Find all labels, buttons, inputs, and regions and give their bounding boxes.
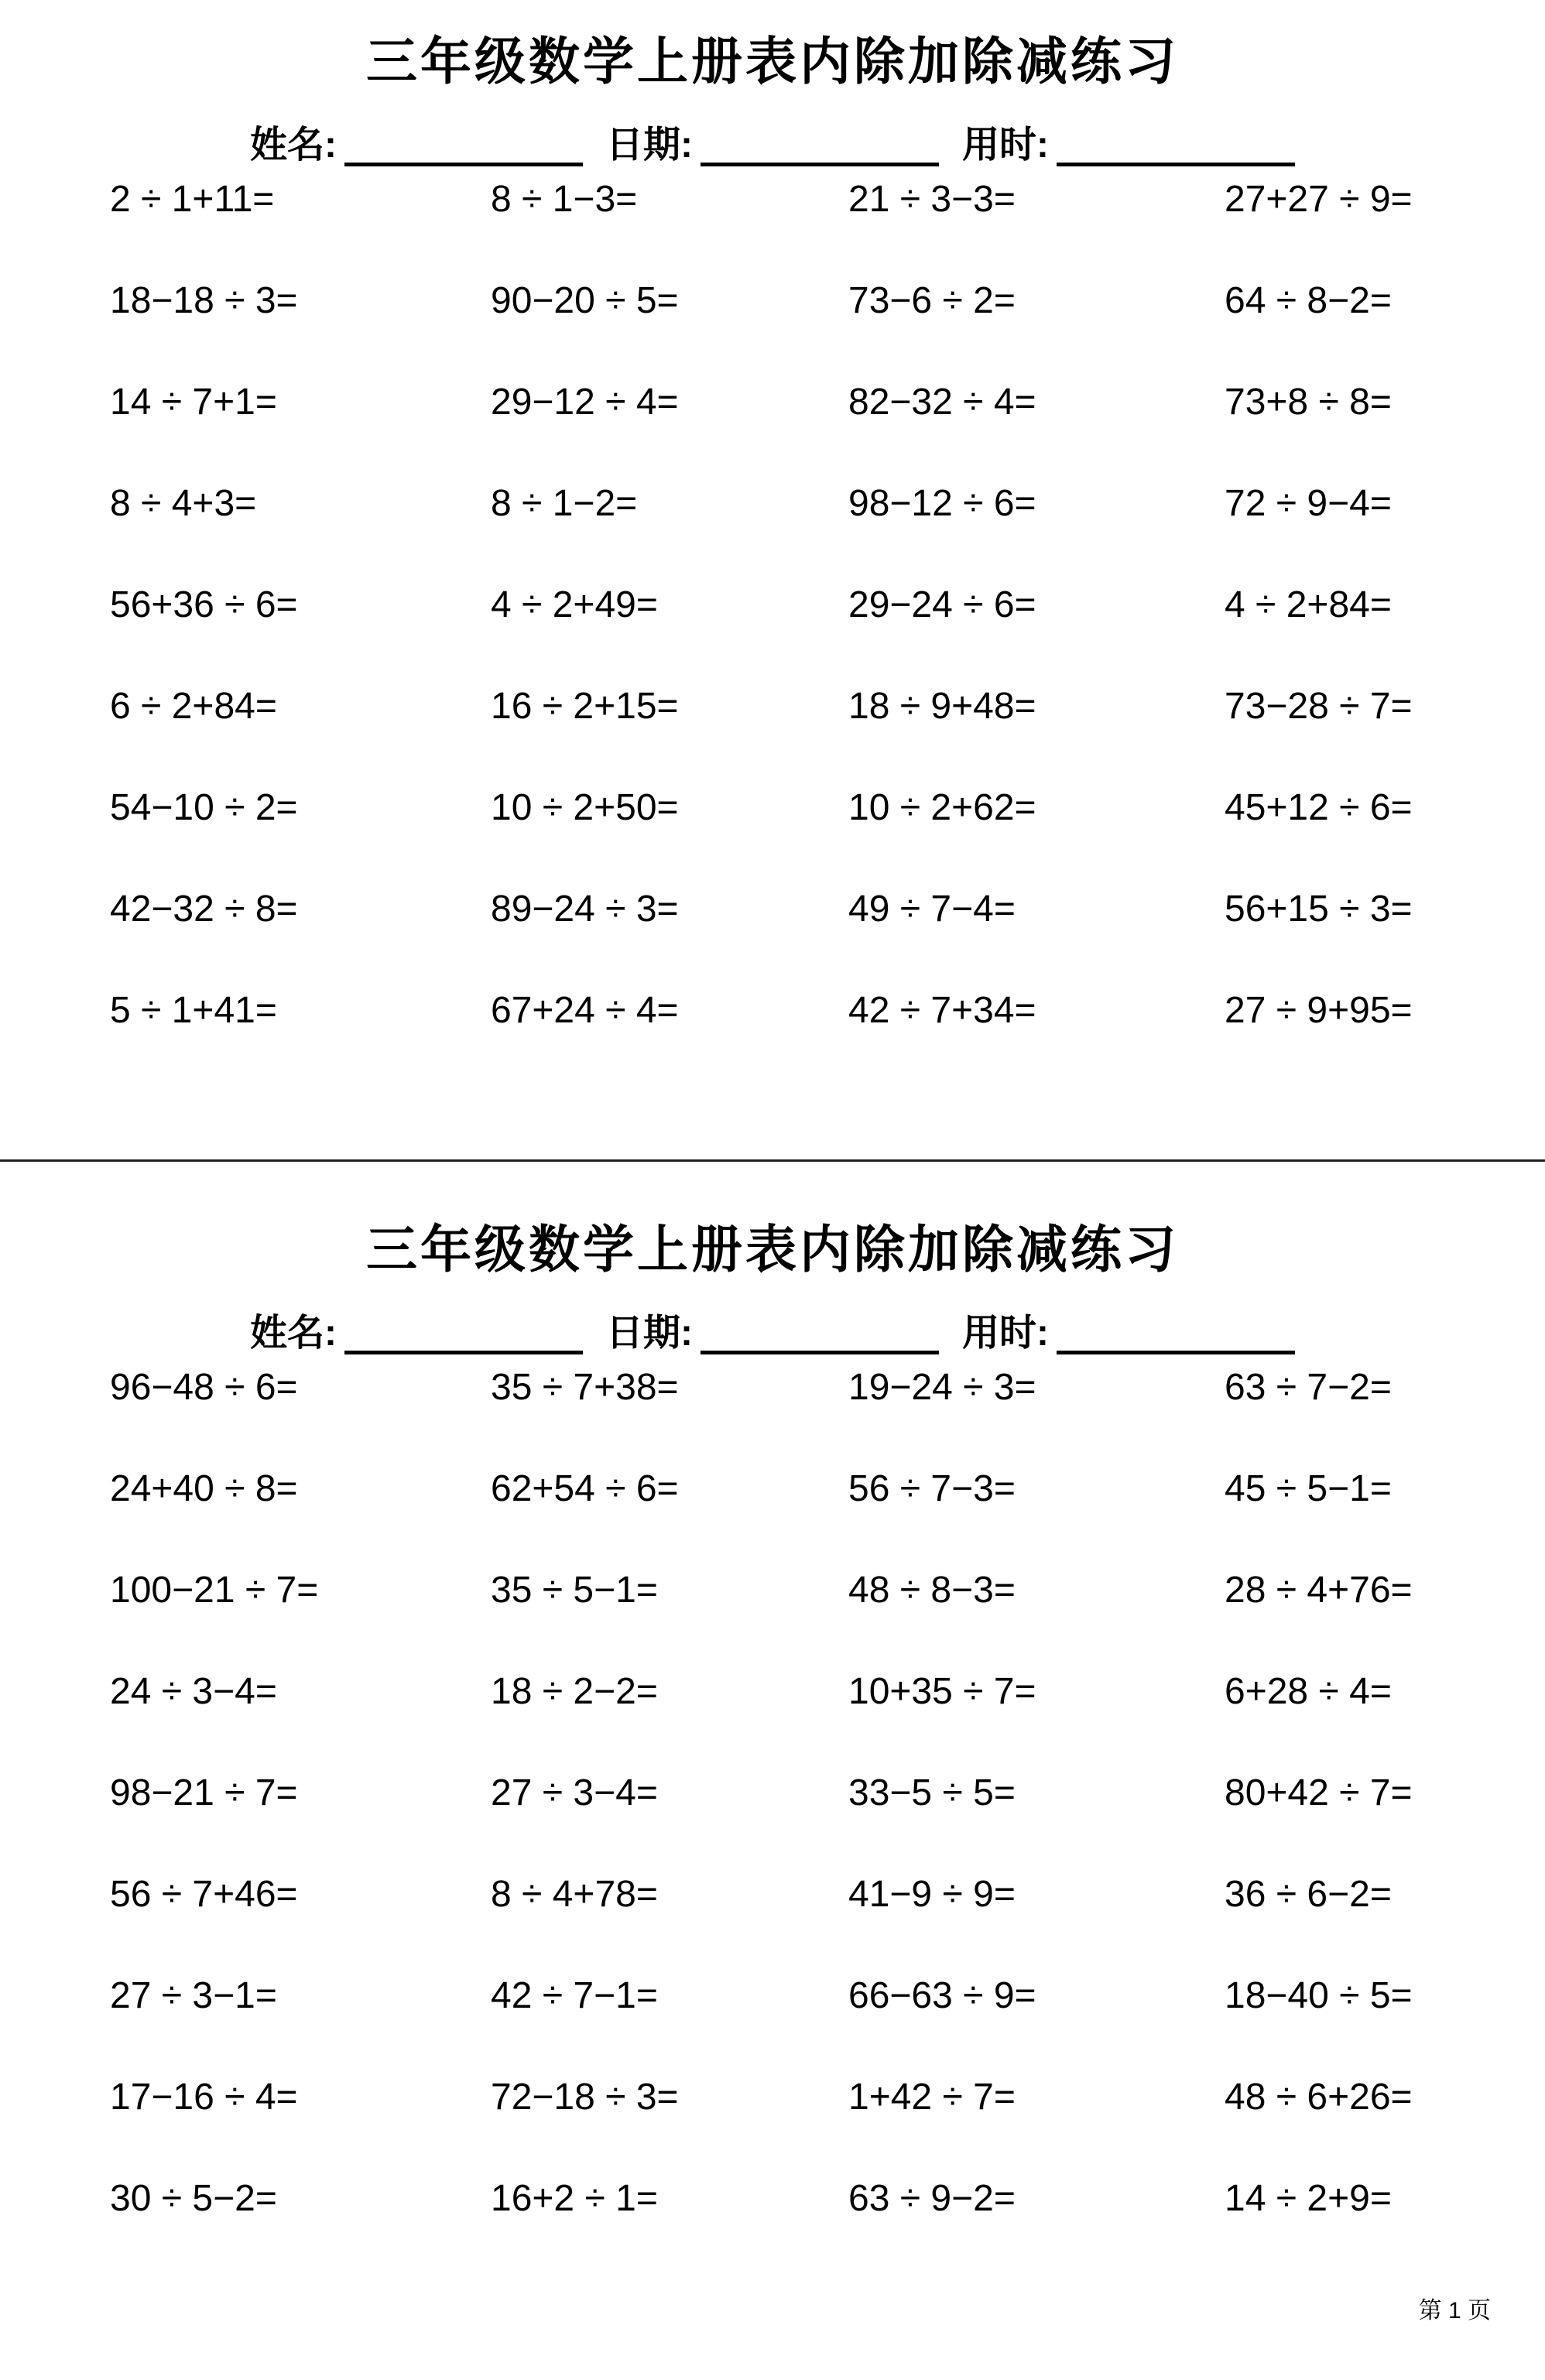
problem: 27 ÷ 3−4= <box>491 1772 658 1813</box>
page-number: 第 1 页 <box>1418 2298 1491 2323</box>
problem: 62+54 ÷ 6= <box>491 1467 679 1509</box>
problem: 63 ÷ 9−2= <box>848 2177 1016 2219</box>
problem: 56+15 ÷ 3= <box>1225 888 1413 930</box>
problem: 45+12 ÷ 6= <box>1225 786 1413 828</box>
problem: 6+28 ÷ 4= <box>1225 1670 1392 1712</box>
problem: 73−28 ÷ 7= <box>1225 685 1413 727</box>
problem: 64 ÷ 8−2= <box>1225 279 1392 321</box>
section-title: 三年级数学上册表内除加除减练习 <box>366 1221 1179 1278</box>
problem-grid <box>110 149 1514 1061</box>
problem: 54−10 ÷ 2= <box>110 786 298 828</box>
problem: 8 ÷ 1−2= <box>491 482 638 524</box>
problem: 1+42 ÷ 7= <box>848 2076 1016 2118</box>
problem: 2 ÷ 1+11= <box>110 178 275 220</box>
name-label: 姓名: <box>250 1313 337 1354</box>
problem-grid <box>110 1337 1514 2249</box>
date-label: 日期: <box>606 125 693 166</box>
name-label: 姓名: <box>250 125 337 166</box>
problem: 96−48 ÷ 6= <box>110 1366 298 1408</box>
problem: 27 ÷ 3−1= <box>110 1974 277 2016</box>
problem: 10 ÷ 2+62= <box>848 786 1036 828</box>
problem: 48 ÷ 6+26= <box>1225 2076 1413 2118</box>
problem: 16 ÷ 2+15= <box>491 685 679 727</box>
problem: 8 ÷ 1−3= <box>491 178 638 220</box>
problem: 17−16 ÷ 4= <box>110 2076 298 2118</box>
page-divider <box>0 1159 1545 1162</box>
problem: 82−32 ÷ 4= <box>848 381 1036 423</box>
problem: 48 ÷ 8−3= <box>848 1569 1016 1611</box>
problem: 19−24 ÷ 3= <box>848 1366 1036 1408</box>
problem: 41−9 ÷ 9= <box>848 1873 1016 1915</box>
problem: 21 ÷ 3−3= <box>848 178 1016 220</box>
problem: 72 ÷ 9−4= <box>1225 482 1392 524</box>
problem: 29−12 ÷ 4= <box>491 381 679 423</box>
problem: 66−63 ÷ 9= <box>848 1974 1036 2016</box>
time-label: 用时: <box>962 1313 1049 1354</box>
problem: 42 ÷ 7+34= <box>848 989 1036 1031</box>
problem: 42 ÷ 7−1= <box>491 1974 658 2016</box>
problem: 24 ÷ 3−4= <box>110 1670 277 1712</box>
problem: 28 ÷ 4+76= <box>1225 1569 1413 1611</box>
problem: 56 ÷ 7+46= <box>110 1873 298 1915</box>
problem: 72−18 ÷ 3= <box>491 2076 679 2118</box>
worksheet-section-1 <box>0 0 1545 1188</box>
problem: 14 ÷ 7+1= <box>110 381 277 423</box>
problem: 4 ÷ 2+84= <box>1225 584 1392 625</box>
date-label: 日期: <box>606 1313 693 1354</box>
problem: 67+24 ÷ 4= <box>491 989 679 1031</box>
problem: 56+36 ÷ 6= <box>110 584 298 625</box>
problem: 49 ÷ 7−4= <box>848 888 1016 930</box>
problem: 18 ÷ 9+48= <box>848 685 1036 727</box>
problem: 73+8 ÷ 8= <box>1225 381 1392 423</box>
problem: 4 ÷ 2+49= <box>491 584 658 625</box>
problem: 100−21 ÷ 7= <box>110 1569 319 1611</box>
time-label: 用时: <box>962 125 1049 166</box>
problem: 10 ÷ 2+50= <box>491 786 679 828</box>
worksheet-section-2 <box>0 1188 1545 2376</box>
problem: 27+27 ÷ 9= <box>1225 178 1413 220</box>
problem: 29−24 ÷ 6= <box>848 584 1036 625</box>
problem: 42−32 ÷ 8= <box>110 888 298 930</box>
problem: 16+2 ÷ 1= <box>491 2177 658 2219</box>
problem: 45 ÷ 5−1= <box>1225 1467 1392 1509</box>
problem: 56 ÷ 7−3= <box>848 1467 1016 1509</box>
problem: 35 ÷ 7+38= <box>491 1366 679 1408</box>
problem: 18 ÷ 2−2= <box>491 1670 658 1712</box>
problem: 8 ÷ 4+78= <box>491 1873 658 1915</box>
problem: 6 ÷ 2+84= <box>110 685 277 727</box>
problem: 33−5 ÷ 5= <box>848 1772 1016 1813</box>
problem: 90−20 ÷ 5= <box>491 279 679 321</box>
problem: 36 ÷ 6−2= <box>1225 1873 1392 1915</box>
problem: 80+42 ÷ 7= <box>1225 1772 1413 1813</box>
problem: 10+35 ÷ 7= <box>848 1670 1036 1712</box>
problem: 89−24 ÷ 3= <box>491 888 679 930</box>
problem: 27 ÷ 9+95= <box>1225 989 1413 1031</box>
problem: 18−18 ÷ 3= <box>110 279 298 321</box>
problem: 30 ÷ 5−2= <box>110 2177 277 2219</box>
problem: 73−6 ÷ 2= <box>848 279 1016 321</box>
problem: 14 ÷ 2+9= <box>1225 2177 1392 2219</box>
problem: 18−40 ÷ 5= <box>1225 1974 1413 2016</box>
problem: 63 ÷ 7−2= <box>1225 1366 1392 1408</box>
problem: 35 ÷ 5−1= <box>491 1569 658 1611</box>
section-title: 三年级数学上册表内除加除减练习 <box>366 33 1179 90</box>
problem: 24+40 ÷ 8= <box>110 1467 298 1509</box>
problem: 98−21 ÷ 7= <box>110 1772 298 1813</box>
problem: 8 ÷ 4+3= <box>110 482 257 524</box>
problem: 98−12 ÷ 6= <box>848 482 1036 524</box>
problem: 5 ÷ 1+41= <box>110 989 277 1031</box>
